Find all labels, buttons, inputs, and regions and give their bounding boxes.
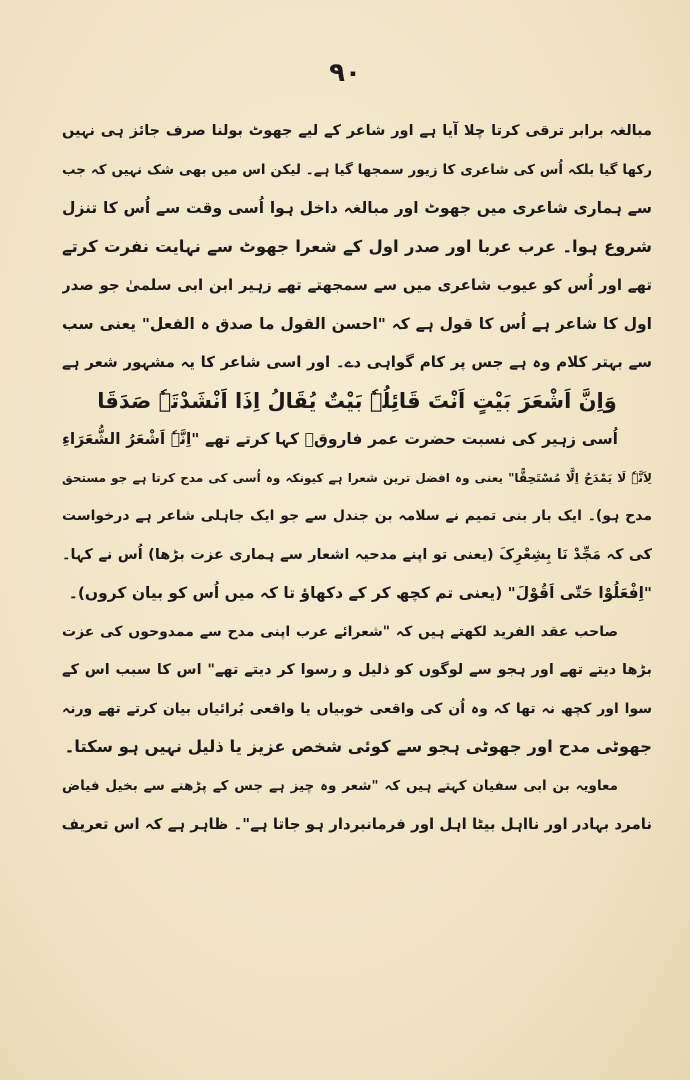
body-text [62,112,652,844]
text-line: وَاِنَّ اَشْعَرَ بَیْتٍ اَنْتَ قَائِلُہٗ بَیْتٌ یُقَالُ اِذَا اَنْشَدْتَہٗ صَدَقَا [97,388,617,413]
text-line: معاویہ بن ابی سفیان کہتے ہیں کہ "شعر وہ چیز ہے جس کے پڑھنے سے بخیل فیاض [62,777,618,794]
text-line: مدح ہو)۔ ایک بار بنی تمیم نے سلامہ بن جندل سے جو ایک جاہلی شاعر ہے درخواست [62,508,652,524]
page-number: ۹۰ [329,58,361,88]
text-line: شروع ہوا۔ عرب عربا اور صدر اول کے شعرا جھوٹ سے نہایت نفرت کرتے [62,236,652,256]
text-line: صاحب عقد الفرید لکھتے ہیں کہ "شعرائے عرب اپنی مدح سے ممدوحوں کی عزت [62,623,618,640]
text-line: مبالغہ برابر ترقی کرتا چلا آیا ہے اور شاعر کے لیے جھوٹ بولنا صرف جائز ہی نہیں [62,123,652,139]
text-line: اُسی زہیر کی نسبت حضرت عمر فاروقؓ کہا کرتے تھے "اِنَّہٗ اَشْعَرُ الشُّعَرَاءِ [62,430,618,448]
text-line: اول کا شاعر ہے اُس کا قول ہے کہ "احسن القول ما صدق ہ الفعل" یعنی سب [62,314,652,333]
text-line: نامرد بہادر اور نااہل بیٹا اہل اور فرمانبردار ہو جاتا ہے"۔ ظاہر ہے کہ اس تعریف [62,815,652,833]
text-line: لِاَنَّہٗ لَا یَمْدَحُ اِلَّا مُسْتَحِقًّا" یعنی وہ افضل ترین شعرا ہے کیونکہ وہ اُسی کی مدح کرتا ہے جو مستحق [62,470,652,485]
text-line: تھے اور اُس کو عیوب شاعری میں سے سمجھتے تھے زہیر ابن ابی سلمیٰ جو صدر [62,276,652,294]
text-line: کی کہ مَجِّدْ نَا بِشِعْرِکَ (یعنی تو اپنے مدحیہ اشعار سے ہماری عزت بڑھا) اُس نے کہا۔ [62,546,652,563]
text-line: جھوٹی مدح اور جھوٹی ہجو سے کوئی شخص عزیز یا ذلیل نہیں ہو سکتا۔ [64,737,652,756]
text-line: بڑھا دیتے تھے اور ہجو سے لوگوں کو ذلیل و رسوا کر دیتے تھے" اس کا سبب اس کے [62,662,652,678]
text-line: سوا اور کچھ نہ تھا کہ وہ اُن کی واقعی خوبیاں یا واقعی بُرائیاں بیان کرتے تھے ورنہ [62,700,652,717]
text-line: سے بہتر کلام وہ ہے جس پر کام گواہی دے۔ اور اسی شاعر کا یہ مشہور شعر ہے [62,353,652,371]
text-line: سے ہماری شاعری میں جھوٹ اور مبالغہ داخل ہوا اُسی وقت سے اُس کا تنزل [62,199,652,217]
text-line: "اِفْعَلُوْا حَتّٰی اَقُوْلَ" (یعنی تم کچھ کر کے دکھاؤ تا کہ میں اُس کو بیان کروں)۔ [68,584,652,602]
text-line: رکھا گیا بلکہ اُس کی شاعری کا زیور سمجھا گیا ہے۔ لیکن اس میں بھی شک نہیں کہ جب [62,161,652,178]
